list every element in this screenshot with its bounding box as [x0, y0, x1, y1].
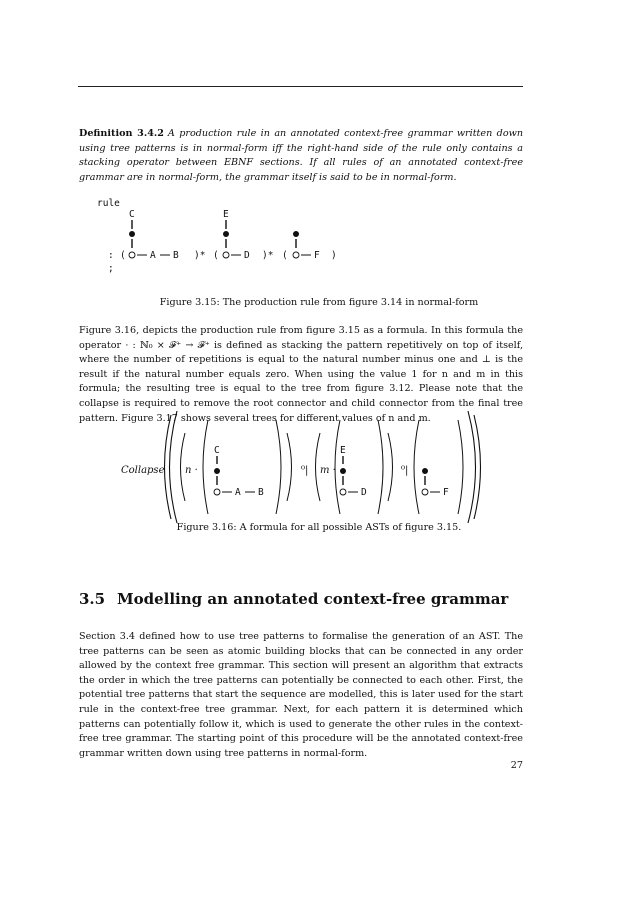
group2-inner-paren-right [378, 420, 383, 514]
group3-paren-left [414, 420, 419, 514]
leaf-d: D [244, 250, 250, 261]
rule-semicolon: ; [108, 263, 114, 274]
f316-leaf-d: D [361, 487, 367, 498]
child-connector-f [293, 231, 299, 237]
paragraph-2: Section 3.4 defined how to use tree patterns to formalise the generation of an AST. The tree patterns can be seen as atomic building blocks that can be connected in any order allowed by the context free grammar. This section will present an algorithm that extracts the order in which the tree patterns can potentially be connected to each other. First, the potential tree patterns that start the sequence are modelled, this is later used for the start rule in the context-free tree grammar. Next, for each pattern it is determined which patterns can potentially follow it, which is used to generate the other rules in the context-free tree grammar. The starting point of this procedure will be the annotated context-free grammar written down using tree patterns in normal-form. [79, 631, 523, 759]
paren-open-2: ( [213, 250, 219, 261]
leaf-f: F [314, 250, 320, 261]
group1-paren-right [287, 433, 292, 501]
paren-open-1: ( [120, 250, 126, 261]
f316-leaf-b: B [258, 487, 264, 498]
root-connector-e [223, 252, 229, 258]
f316-leaf-f: F [443, 487, 449, 498]
root-connector-c [129, 252, 135, 258]
stack-op-1: ⁰| [301, 465, 309, 476]
stack-op-2: ⁰| [401, 465, 409, 476]
n-var: n · [185, 465, 198, 476]
group3-paren-right [458, 420, 463, 514]
f316-child-connector-c [214, 468, 220, 474]
rule-keyword: rule [97, 198, 120, 209]
leaf-a: A [150, 250, 156, 261]
collapse-label: Collapse [121, 465, 165, 476]
definition-block [79, 127, 523, 185]
paragraph-1: Figure 3.16, depicts the production rule from figure 3.15 as a formula. In this formula the operator · : ℕ₀ × 𝓕⁺ → 𝓕⁺ is defined as stacking the pattern repetitively on top of itself, where the number of repetitions is equal to the natural number minus one and ⊥ is the result if the natural number equals zero. When using the value 1 for n and m in this formula; the resulting tree is equal to the tree from figure 3.12. Please note that the collapse is required to remove the root connector and child connector from the final tree pattern. Figure 3.17 shows several trees for different values of n and m. [79, 325, 523, 424]
outer-paren-right-2 [474, 415, 481, 519]
definition-label: Definition 3.4.2 [79, 128, 164, 139]
paren-close-star-2: )* [262, 250, 274, 261]
f316-child-connector-e [340, 468, 346, 474]
section-number: 3.5 [79, 590, 106, 608]
leaf-b: B [173, 250, 179, 261]
group1-inner-paren-right [276, 420, 281, 514]
page-number: 27 [510, 760, 523, 771]
section-title: Modelling an annotated context-free grammar [117, 590, 509, 608]
child-connector-c [129, 231, 135, 237]
f316-leaf-a: A [235, 487, 241, 498]
child-connector-e [223, 231, 229, 237]
figure-3-15-caption: Figure 3.15: The production rule from figure 3.14 in normal-form [159, 297, 479, 308]
header-rule [78, 86, 523, 87]
outer-paren-left-2 [165, 415, 172, 519]
paren-open-3: ( [282, 250, 288, 261]
paren-close-3: ) [331, 250, 337, 261]
f316-root-connector-e [340, 489, 346, 495]
f316-root-connector-f [422, 489, 428, 495]
group2-inner-paren-left [335, 420, 340, 514]
section-heading [79, 590, 508, 608]
definition-text: A production rule in an annotated context-free grammar written down using tree patterns is in normal-form iff the right-hand side of the rule only contains a stacking operator between EBNF sections. If all rules of an annotated context-free grammar are in normal-form, the grammar itself is said to be in normal-form. [79, 128, 523, 183]
rule-colon: : [108, 250, 114, 261]
node-c: C [129, 209, 135, 220]
group2-paren-right [388, 433, 393, 501]
group2-paren-left [316, 433, 321, 501]
outer-paren-right [468, 411, 476, 523]
node-e: E [223, 209, 229, 220]
f316-node-e: E [340, 445, 346, 456]
group1-inner-paren-left [203, 420, 208, 514]
m-var: m · [320, 465, 336, 476]
paren-close-star-1: )* [194, 250, 206, 261]
figure-3-16-caption: Figure 3.16: A formula for all possible ASTs of figure 3.15. [176, 522, 462, 533]
f316-node-c: C [214, 445, 220, 456]
root-connector-f [293, 252, 299, 258]
group1-paren-left [181, 433, 186, 501]
f316-root-connector-c [214, 489, 220, 495]
outer-paren-left [170, 411, 178, 523]
f316-child-connector-f [422, 468, 428, 474]
